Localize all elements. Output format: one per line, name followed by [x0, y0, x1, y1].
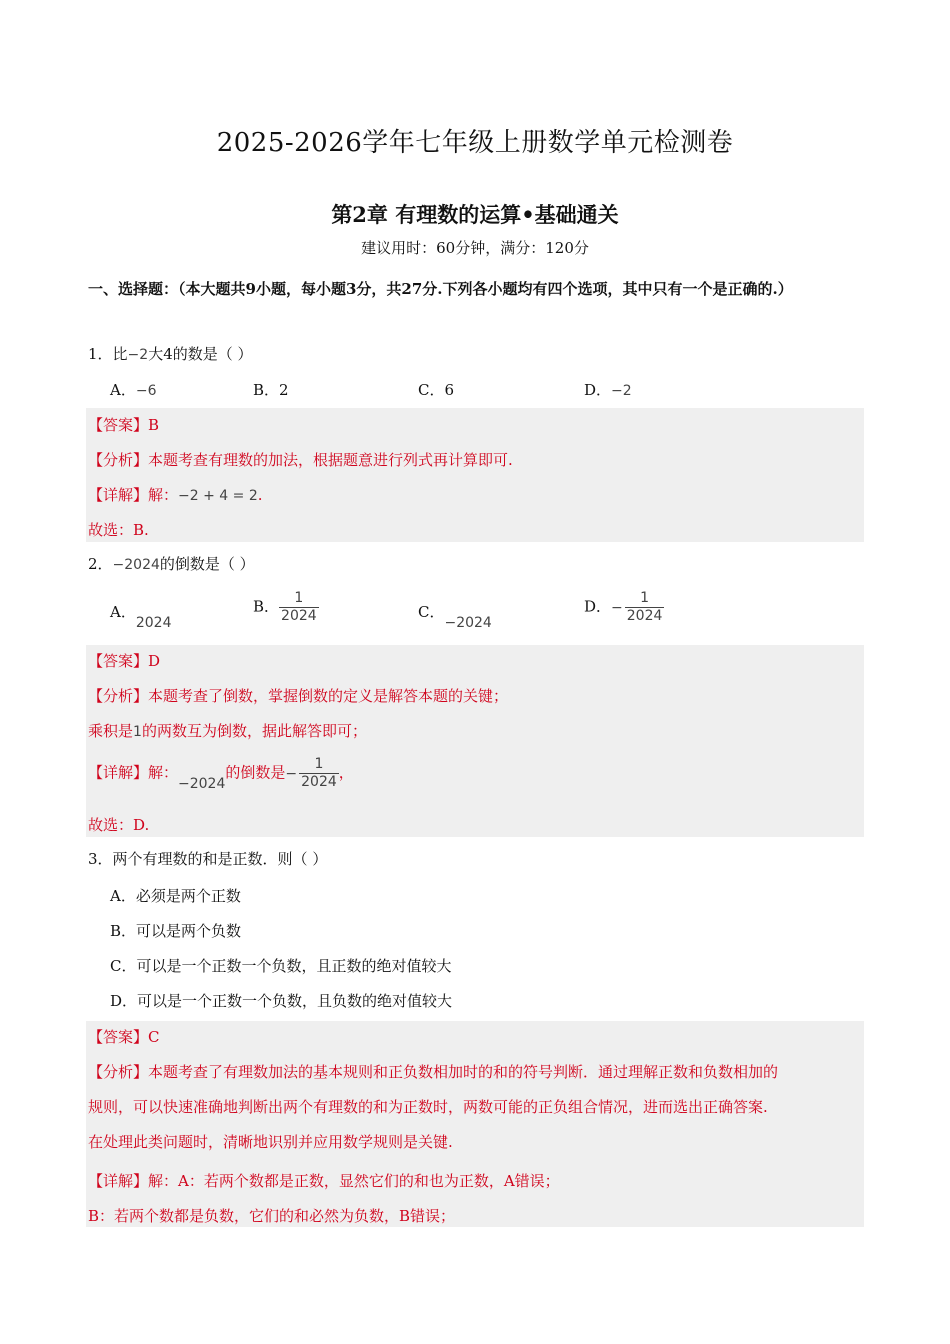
- math-expr: −2: [127, 347, 149, 363]
- q1-option-a: A．−6: [110, 381, 157, 399]
- q1-option-c: C．6: [418, 381, 455, 399]
- q1-analysis: 【分析】本题考查有理数的加法，根据题意进行列式再计算即可.: [88, 451, 513, 469]
- question-2-stem: 2．−2024的倒数是（ ）: [88, 555, 255, 573]
- question-1-stem: 1．比−2大4的数是（ ）: [88, 345, 253, 363]
- q2-option-c: C．−2024: [418, 603, 492, 631]
- q3-option-b: B．可以是两个负数: [110, 922, 242, 940]
- q2-conclusion: 故选：D.: [88, 816, 150, 834]
- q1-answer: 【答案】B: [88, 416, 160, 434]
- q3-option-d: D．可以是一个正数一个负数，且负数的绝对值较大: [110, 992, 453, 1010]
- q2-analysis-2: 乘积是1的两数互为倒数，据此解答即可；: [88, 722, 367, 740]
- q3-analysis-line-1: 【分析】本题考查了有理数加法的基本规则和正负数相加时的和的符号判断．通过理解正数和负数相加的: [88, 1063, 779, 1081]
- q3-answer: 【答案】C: [88, 1028, 160, 1046]
- q2-detail: 【详解】解：−2024的倒数是− $\frac{1}{2024}$ ，: [88, 756, 354, 792]
- q1-option-d: D．−2: [584, 381, 632, 399]
- q3-detail-line-1: 【详解】解：A：若两个数都是正数，显然它们的和也为正数，A错误；: [88, 1172, 560, 1190]
- q2-analysis: 【分析】本题考查了倒数，掌握倒数的定义是解答本题的关键；: [88, 687, 509, 705]
- q3-option-c: C．可以是一个正数一个负数，且正数的绝对值较大: [110, 957, 452, 975]
- q3-analysis-line-2: 规则，可以快速准确地判断出两个有理数的和为正数时，两数可能的正负组合情况，进而选出正确答案.: [88, 1098, 768, 1116]
- q3-analysis-line-3: 在处理此类问题时，清晰地识别并应用数学规则是关键.: [88, 1133, 453, 1151]
- q3-answer-box: [86, 1021, 864, 1227]
- question-3-stem: 3．两个有理数的和是正数．则（ ）: [88, 850, 328, 868]
- q1-answer-box: [86, 408, 864, 542]
- q1-option-b: B．2: [253, 381, 289, 399]
- chapter-subtitle: 第2章 有理数的运算•基础通关: [331, 202, 619, 227]
- time-info: 建议用时：60分钟，满分：120分: [361, 239, 589, 257]
- q3-detail-line-2: B：若两个数都是负数，它们的和必然为负数，B错误；: [88, 1207, 456, 1225]
- q2-answer: 【答案】D: [88, 652, 161, 670]
- q1-detail: 【详解】解：−2 + 4 = 2.: [88, 486, 263, 504]
- q3-option-a: A．必须是两个正数: [110, 887, 241, 905]
- q2-option-d: D．− $\frac{1}{2024}$: [584, 590, 663, 624]
- q1-conclusion: 故选：B.: [88, 521, 149, 539]
- q2-option-a: A．2024: [110, 603, 172, 631]
- q2-option-b: B． $\frac{1}{2024}$: [253, 590, 317, 624]
- page-title: 2025-2026学年七年级上册数学单元检测卷: [216, 128, 734, 158]
- section-heading: 一、选择题：（本大题共9小题，每小题3分，共27分.下列各小题均有四个选项，其中只有一个是正确的.）: [88, 280, 793, 298]
